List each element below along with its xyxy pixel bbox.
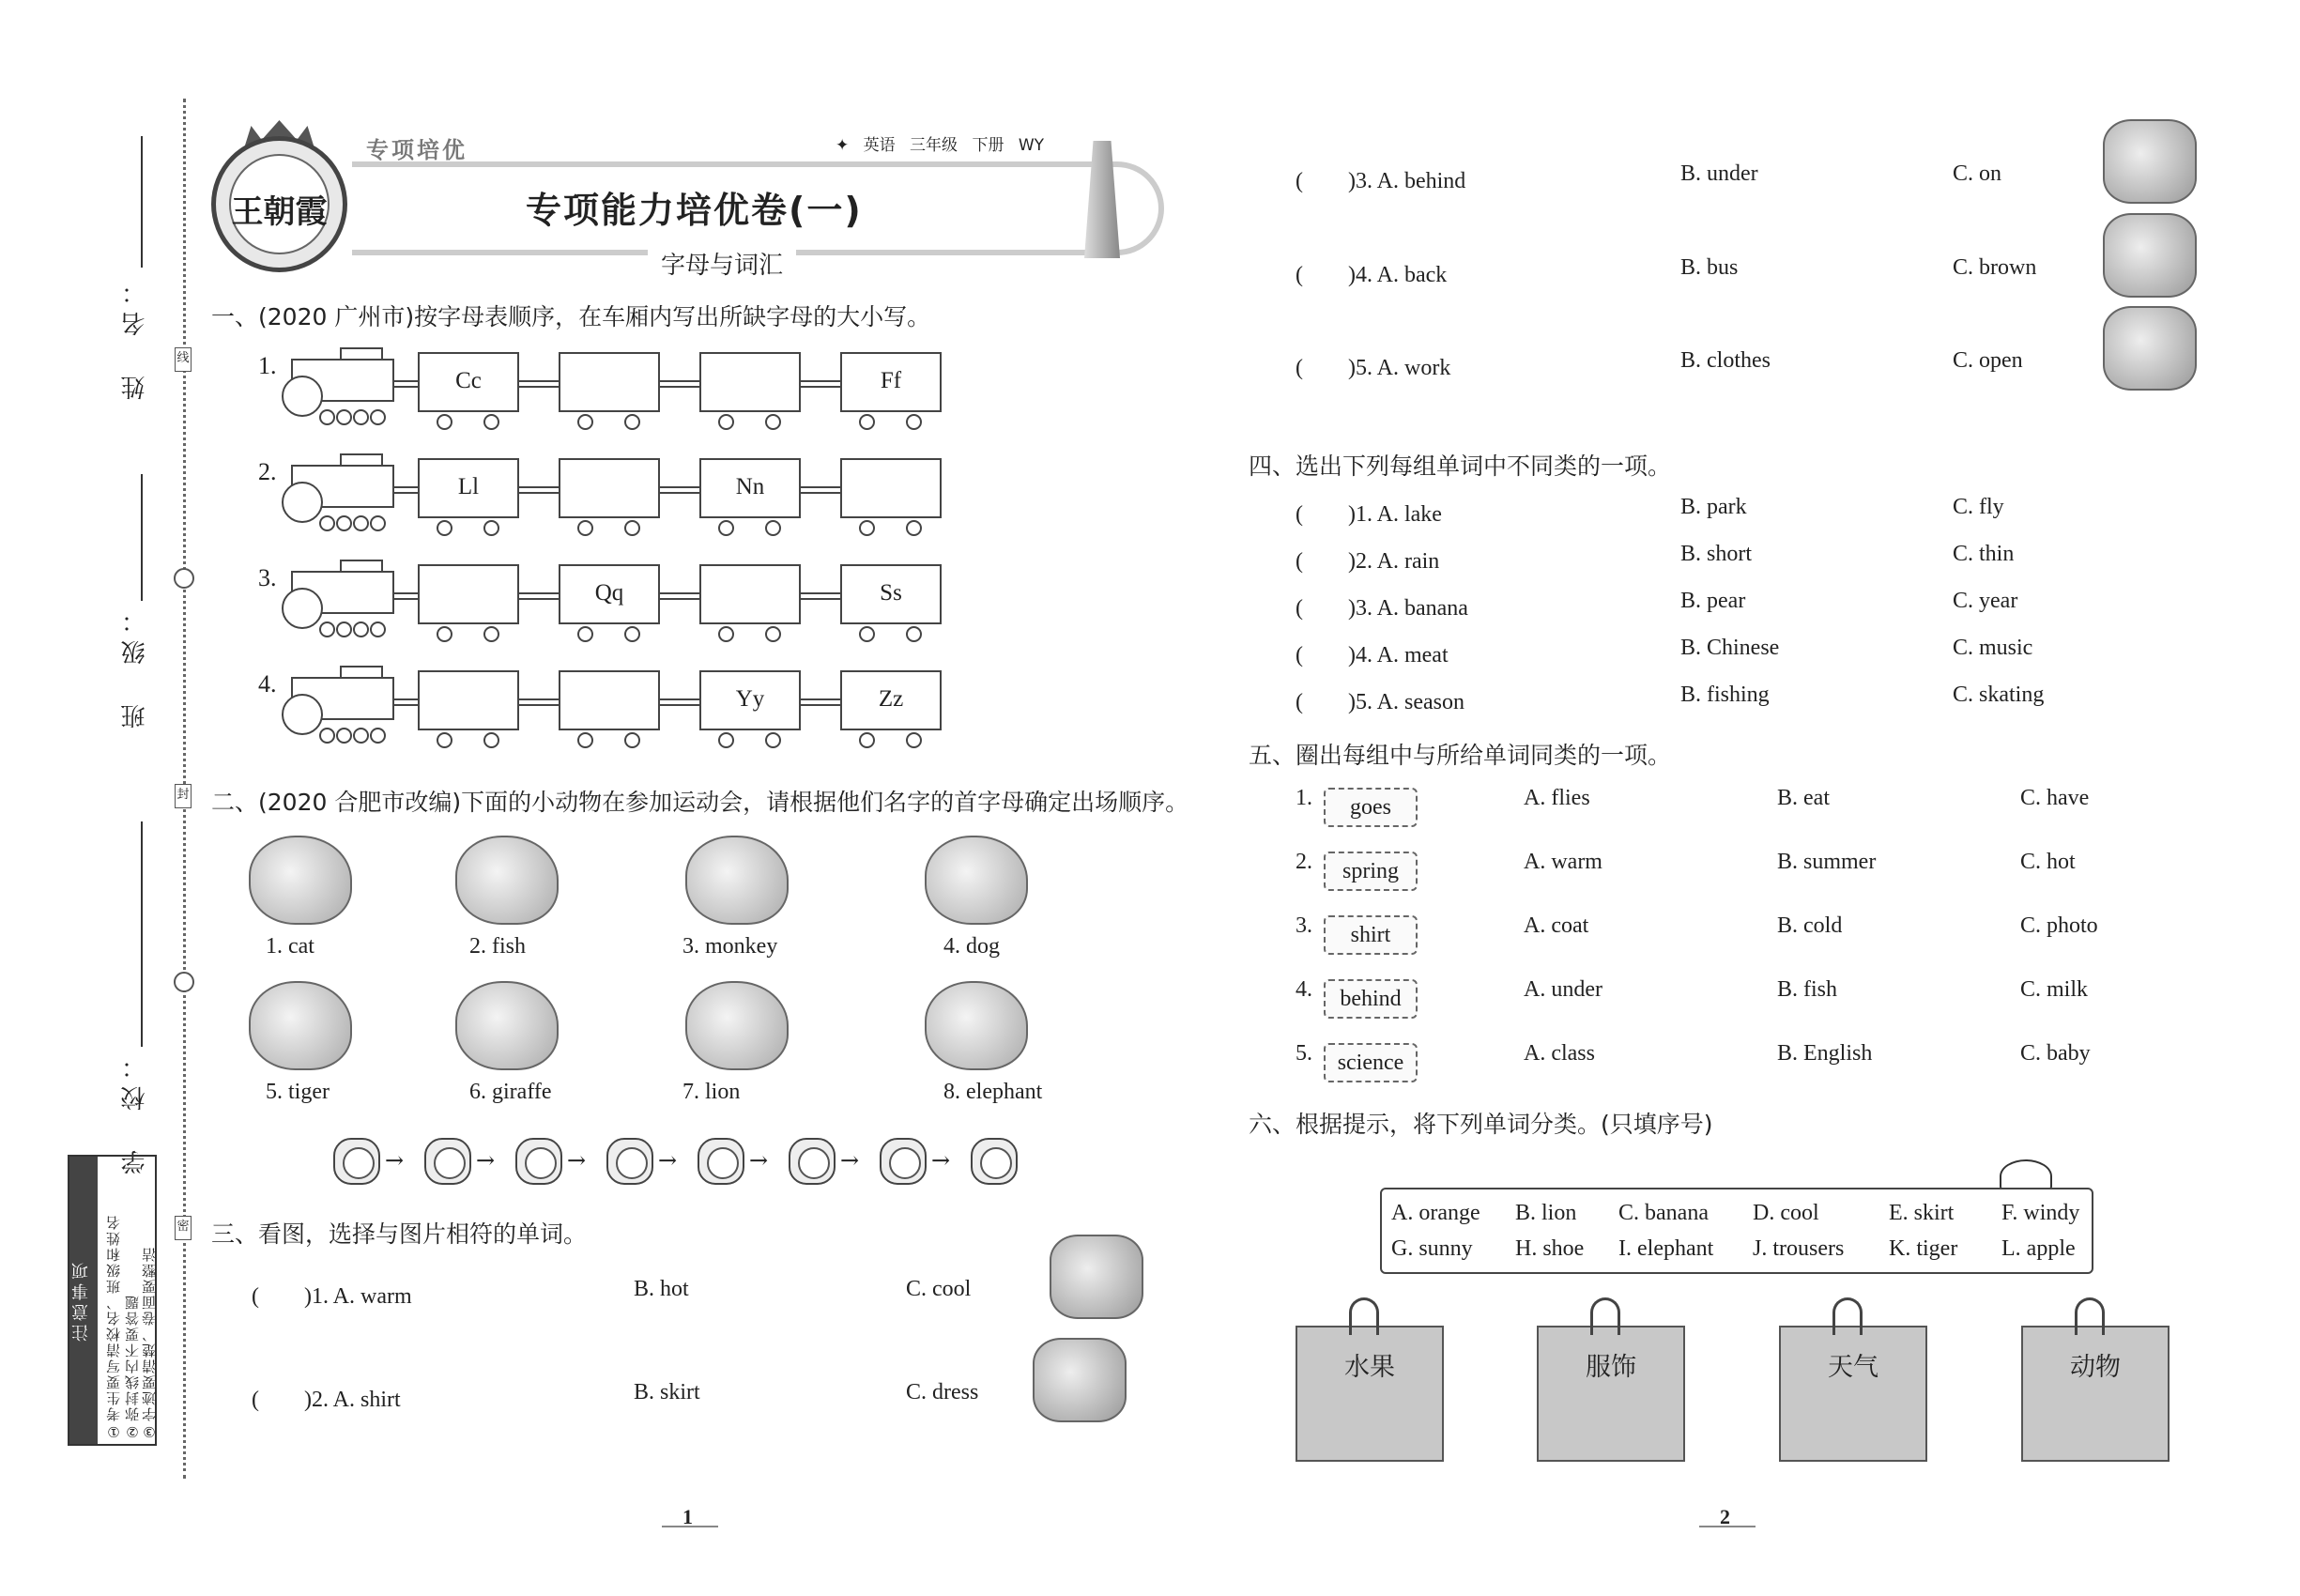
series-tag: 专项培优 [366, 137, 468, 163]
coupler [801, 380, 840, 388]
animal-label: 5. tiger [266, 1080, 330, 1104]
option-b[interactable]: B. pear [1680, 589, 1746, 613]
bag-hook [1590, 1297, 1620, 1335]
animal-label: 6. giraffe [469, 1080, 552, 1104]
seal-mark: 线 [175, 347, 192, 372]
train-car[interactable]: Ff [840, 352, 942, 412]
option-b[interactable]: B. bus [1680, 255, 1739, 280]
category-bag[interactable] [1537, 1326, 1685, 1462]
coupler [801, 698, 840, 706]
word-bank-item: I. elephant [1618, 1236, 1714, 1261]
item-number: 4. [1296, 977, 1312, 1002]
answer-flower[interactable] [515, 1138, 562, 1185]
train-car[interactable]: Yy [699, 670, 801, 730]
arrow-icon: → [749, 1147, 769, 1174]
coupler [660, 592, 699, 600]
train-car[interactable] [840, 458, 942, 518]
given-word: behind [1324, 979, 1418, 1019]
given-word: goes [1324, 788, 1418, 827]
arrow-icon: → [840, 1147, 860, 1174]
wheel-icon [765, 732, 781, 748]
wheel-icon [577, 414, 593, 430]
train-car[interactable]: Zz [840, 670, 942, 730]
exam-notes [68, 1155, 157, 1446]
option-b[interactable]: B. under [1680, 161, 1758, 186]
question-row[interactable]: ( )2. A. shirt [252, 1388, 401, 1412]
option-c[interactable]: C. thin [1953, 542, 2015, 566]
option-b[interactable]: B. eat [1777, 786, 1830, 810]
animal-label: 2. fish [469, 934, 526, 959]
skirt-icon [1033, 1338, 1127, 1422]
option-b[interactable]: B. cold [1777, 913, 1843, 938]
answer-flower[interactable] [333, 1138, 380, 1185]
section-2-heading: 二、(2020 合肥市改编)下面的小动物在参加运动会，请根据他们名字的首字母确定出场顺序。 [211, 789, 1189, 816]
wheel-icon [437, 626, 452, 642]
option-a[interactable]: A. warm [1524, 850, 1602, 874]
category-bag[interactable] [1296, 1326, 1444, 1462]
loco-boiler [282, 694, 323, 735]
cat-icon [249, 836, 352, 925]
page-number-rule [1699, 1526, 1756, 1527]
wheel-icon [370, 515, 386, 531]
question-row[interactable]: ( )5. A. season [1296, 690, 1464, 714]
word-bank-item: G. sunny [1391, 1236, 1473, 1261]
coupler [519, 698, 559, 706]
train-car[interactable] [699, 564, 801, 624]
wheel-icon [319, 409, 335, 425]
option-c[interactable]: C. baby [2020, 1041, 2091, 1066]
option-a[interactable]: A. class [1524, 1041, 1595, 1066]
coupler [801, 486, 840, 494]
coupler [660, 698, 699, 706]
question-row[interactable]: ( )3. A. banana [1296, 596, 1468, 621]
giraffe-icon [455, 981, 559, 1070]
option-b[interactable]: B. Chinese [1680, 636, 1780, 660]
section-1-heading: 一、(2020 广州市)按字母表顺序，在车厢内写出所缺字母的大小写。 [211, 303, 931, 330]
page-number: 1 [682, 1505, 693, 1528]
option-c[interactable]: C. on [1953, 161, 2002, 186]
wheel-icon [353, 515, 369, 531]
book-meta: ✦ 英语 三年级 下册 WY [836, 136, 1045, 155]
wheel-icon [437, 520, 452, 536]
train-car[interactable] [559, 458, 660, 518]
name-blank[interactable] [141, 136, 143, 268]
animal-label: 8. elephant [943, 1080, 1043, 1104]
train-car[interactable]: Cc [418, 352, 519, 412]
question-row[interactable]: ( )1. A. warm [252, 1284, 412, 1309]
train-car[interactable]: Nn [699, 458, 801, 518]
page-number: 2 [1720, 1505, 1730, 1528]
answer-flower[interactable] [606, 1138, 653, 1185]
name-label: 姓 名： [121, 272, 149, 400]
section-4-heading: 四、选出下列每组单词中不同类的一项。 [1249, 453, 1672, 480]
given-word: shirt [1324, 915, 1418, 955]
wheel-icon [859, 732, 875, 748]
coupler [519, 486, 559, 494]
loco-boiler [282, 588, 323, 629]
train-car[interactable] [559, 352, 660, 412]
locomotive-icon [282, 453, 394, 530]
word-bank [1380, 1188, 2093, 1274]
option-a[interactable]: A. coat [1524, 913, 1589, 938]
arrow-icon: → [931, 1147, 951, 1174]
option-c[interactable]: C. have [2020, 786, 2090, 810]
option-c[interactable]: C. milk [2020, 977, 2089, 1002]
train-number: 1. [258, 352, 277, 379]
school-label: 学 校： [121, 1047, 149, 1174]
class-blank[interactable] [141, 474, 143, 601]
coupler [660, 380, 699, 388]
option-a[interactable]: A. flies [1524, 786, 1590, 810]
wheel-icon [906, 626, 922, 642]
wheel-icon [906, 414, 922, 430]
animal-label: 4. dog [943, 934, 1000, 959]
section-6-heading: 六、根据提示，将下列单词分类。(只填序号) [1249, 1111, 1713, 1138]
option-c[interactable]: C. skating [1953, 683, 2045, 707]
wheel-icon [906, 732, 922, 748]
question-row[interactable]: ( )4. A. meat [1296, 643, 1449, 668]
wheel-icon [370, 728, 386, 744]
sunny-boy-icon [1050, 1235, 1143, 1319]
tiger-icon [249, 981, 352, 1070]
wheel-icon [765, 520, 781, 536]
option-c[interactable]: C. fly [1953, 495, 2004, 519]
wheel-icon [437, 732, 452, 748]
note-line: ①考生要写清校名、班级和姓名 [105, 1214, 122, 1440]
locomotive-icon [282, 666, 394, 743]
wheel-icon [624, 414, 640, 430]
given-word: science [1324, 1043, 1418, 1082]
item-number: 3. [1296, 913, 1312, 938]
dog-icon [925, 836, 1028, 925]
wheel-icon [483, 520, 499, 536]
train-number: 2. [258, 458, 277, 485]
wheel-icon [483, 626, 499, 642]
option-c[interactable]: C. year [1953, 589, 2018, 613]
train-car[interactable] [699, 352, 801, 412]
option-c[interactable]: C. photo [2020, 913, 2098, 938]
word-bank-item: C. banana [1618, 1201, 1709, 1225]
option-b[interactable]: B. English [1777, 1041, 1873, 1066]
word-bank-item: A. orange [1391, 1201, 1480, 1225]
question-row[interactable]: ( )1. A. lake [1296, 502, 1442, 527]
seal-mark: 密 [175, 1216, 192, 1240]
answer-flower[interactable] [789, 1138, 836, 1185]
category-label: 天气 [1828, 1353, 1878, 1382]
option-b[interactable]: B. clothes [1680, 348, 1771, 373]
coupler [394, 486, 418, 494]
coupler [660, 486, 699, 494]
train-car[interactable] [559, 670, 660, 730]
option-b[interactable]: B. summer [1777, 850, 1877, 874]
wheel-icon [319, 728, 335, 744]
bag-hook [2075, 1297, 2105, 1335]
wheel-icon [370, 622, 386, 637]
wheel-icon [483, 732, 499, 748]
option-c[interactable]: C. cool [906, 1277, 972, 1301]
scissors-icon [174, 972, 194, 992]
option-b[interactable]: B. park [1680, 495, 1747, 519]
wheel-icon [718, 626, 734, 642]
animal-label: 1. cat [266, 934, 314, 959]
coupler [394, 592, 418, 600]
word-bank-item: L. apple [2001, 1236, 2076, 1261]
scissors-icon [174, 568, 194, 589]
notes-heading: 注意事项 [69, 1157, 98, 1444]
wheel-icon [859, 626, 875, 642]
wheel-icon [765, 626, 781, 642]
answer-flower[interactable] [971, 1138, 1018, 1185]
item-number: 1. [1296, 786, 1312, 810]
wheel-icon [336, 622, 352, 637]
wheel-icon [577, 520, 593, 536]
question-row[interactable]: ( )3. A. behind [1296, 169, 1466, 193]
given-word: spring [1324, 852, 1418, 891]
box-cat-icon [2103, 119, 2197, 204]
word-bank-item: D. cool [1753, 1201, 1819, 1225]
animal-label: 3. monkey [682, 934, 778, 959]
wheel-icon [483, 414, 499, 430]
arrow-icon: → [658, 1147, 678, 1174]
brand-logo [211, 136, 347, 272]
note-line: ③字迹要清楚、卷面要整洁 [141, 1246, 158, 1440]
answer-flower[interactable] [424, 1138, 471, 1185]
arrow-icon: → [385, 1147, 405, 1174]
category-label: 水果 [1344, 1353, 1395, 1382]
note-line: ②弥封线内不要答题 [124, 1294, 141, 1440]
wheel-icon [906, 520, 922, 536]
train-number: 4. [258, 670, 277, 698]
wheel-icon [577, 626, 593, 642]
wheel-icon [353, 409, 369, 425]
category-label: 服饰 [1586, 1353, 1636, 1382]
category-bag[interactable] [1779, 1326, 1927, 1462]
wheel-icon [765, 414, 781, 430]
section-3-heading: 三、看图，选择与图片相符的单词。 [211, 1220, 588, 1248]
bag-hook [1832, 1297, 1863, 1335]
option-c[interactable]: C. open [1953, 348, 2023, 373]
seal-mark: 封 [175, 784, 192, 808]
word-bank-item: H. shoe [1515, 1236, 1585, 1261]
item-number: 2. [1296, 850, 1312, 874]
option-c[interactable]: C. brown [1953, 255, 2037, 280]
lighthouse-icon [1084, 141, 1120, 258]
wheel-icon [370, 409, 386, 425]
wheel-icon [336, 728, 352, 744]
bus-icon [2103, 213, 2197, 298]
boy-opening-icon [2103, 306, 2197, 391]
fish-icon [455, 836, 559, 925]
bag-hook [1349, 1297, 1379, 1335]
train-car[interactable] [418, 564, 519, 624]
wheel-icon [353, 622, 369, 637]
question-row[interactable]: ( )5. A. work [1296, 356, 1451, 380]
word-bank-item: F. windy [2001, 1201, 2080, 1225]
train-car[interactable]: Qq [559, 564, 660, 624]
train-car[interactable] [418, 670, 519, 730]
page-title: 专项能力培优卷(一) [526, 190, 863, 231]
option-b[interactable]: B. skirt [634, 1380, 700, 1404]
question-row[interactable]: ( )2. A. rain [1296, 549, 1440, 574]
loco-boiler [282, 482, 323, 523]
school-blank[interactable] [141, 821, 143, 1047]
train-car[interactable]: Ll [418, 458, 519, 518]
wheel-icon [718, 414, 734, 430]
wheel-icon [718, 732, 734, 748]
page-subtitle: 字母与词汇 [648, 246, 796, 281]
option-b[interactable]: B. short [1680, 542, 1753, 566]
wheel-icon [624, 520, 640, 536]
wheel-icon [859, 520, 875, 536]
train-number: 3. [258, 564, 277, 591]
page-number-rule [662, 1526, 718, 1527]
wheel-icon [336, 515, 352, 531]
option-c[interactable]: C. dress [906, 1380, 979, 1404]
arrow-icon: → [476, 1147, 496, 1174]
word-bank-item: J. trousers [1753, 1236, 1845, 1261]
category-label: 动物 [2070, 1353, 2121, 1382]
coupler [519, 380, 559, 388]
animal-label: 7. lion [682, 1080, 741, 1104]
wheel-icon [319, 622, 335, 637]
wheel-icon [624, 732, 640, 748]
wheel-icon [353, 728, 369, 744]
locomotive-icon [282, 347, 394, 424]
wheel-icon [859, 414, 875, 430]
section-5-heading: 五、圈出每组中与所给单词同类的一项。 [1249, 742, 1672, 769]
word-bank-item: E. skirt [1889, 1201, 1955, 1225]
word-bank-item: K. tiger [1889, 1236, 1958, 1261]
answer-flower[interactable] [698, 1138, 744, 1185]
option-a[interactable]: A. under [1524, 977, 1602, 1002]
arrow-icon: → [567, 1147, 587, 1174]
wheel-icon [718, 520, 734, 536]
elephant-icon [925, 981, 1028, 1070]
question-row[interactable]: ( )4. A. back [1296, 263, 1448, 287]
train-car[interactable]: Ss [840, 564, 942, 624]
option-b[interactable]: B. fishing [1680, 683, 1770, 707]
category-bag[interactable] [2021, 1326, 2170, 1462]
loco-boiler [282, 376, 323, 417]
option-b[interactable]: B. fish [1777, 977, 1838, 1002]
coupler [394, 380, 418, 388]
option-c[interactable]: C. hot [2020, 850, 2076, 874]
class-label: 班 级： [121, 601, 149, 729]
monkey-icon [685, 836, 789, 925]
logo-text: 王朝霞 [229, 154, 330, 254]
wheel-icon [437, 414, 452, 430]
wheel-icon [336, 409, 352, 425]
wheel-icon [624, 626, 640, 642]
coupler [801, 592, 840, 600]
coupler [394, 698, 418, 706]
coupler [519, 592, 559, 600]
locomotive-icon [282, 560, 394, 637]
answer-flower[interactable] [880, 1138, 927, 1185]
lion-icon [685, 981, 789, 1070]
word-bank-item: B. lion [1515, 1201, 1577, 1225]
option-b[interactable]: B. hot [634, 1277, 689, 1301]
item-number: 5. [1296, 1041, 1312, 1066]
option-c[interactable]: C. music [1953, 636, 2033, 660]
wheel-icon [577, 732, 593, 748]
wheel-icon [319, 515, 335, 531]
